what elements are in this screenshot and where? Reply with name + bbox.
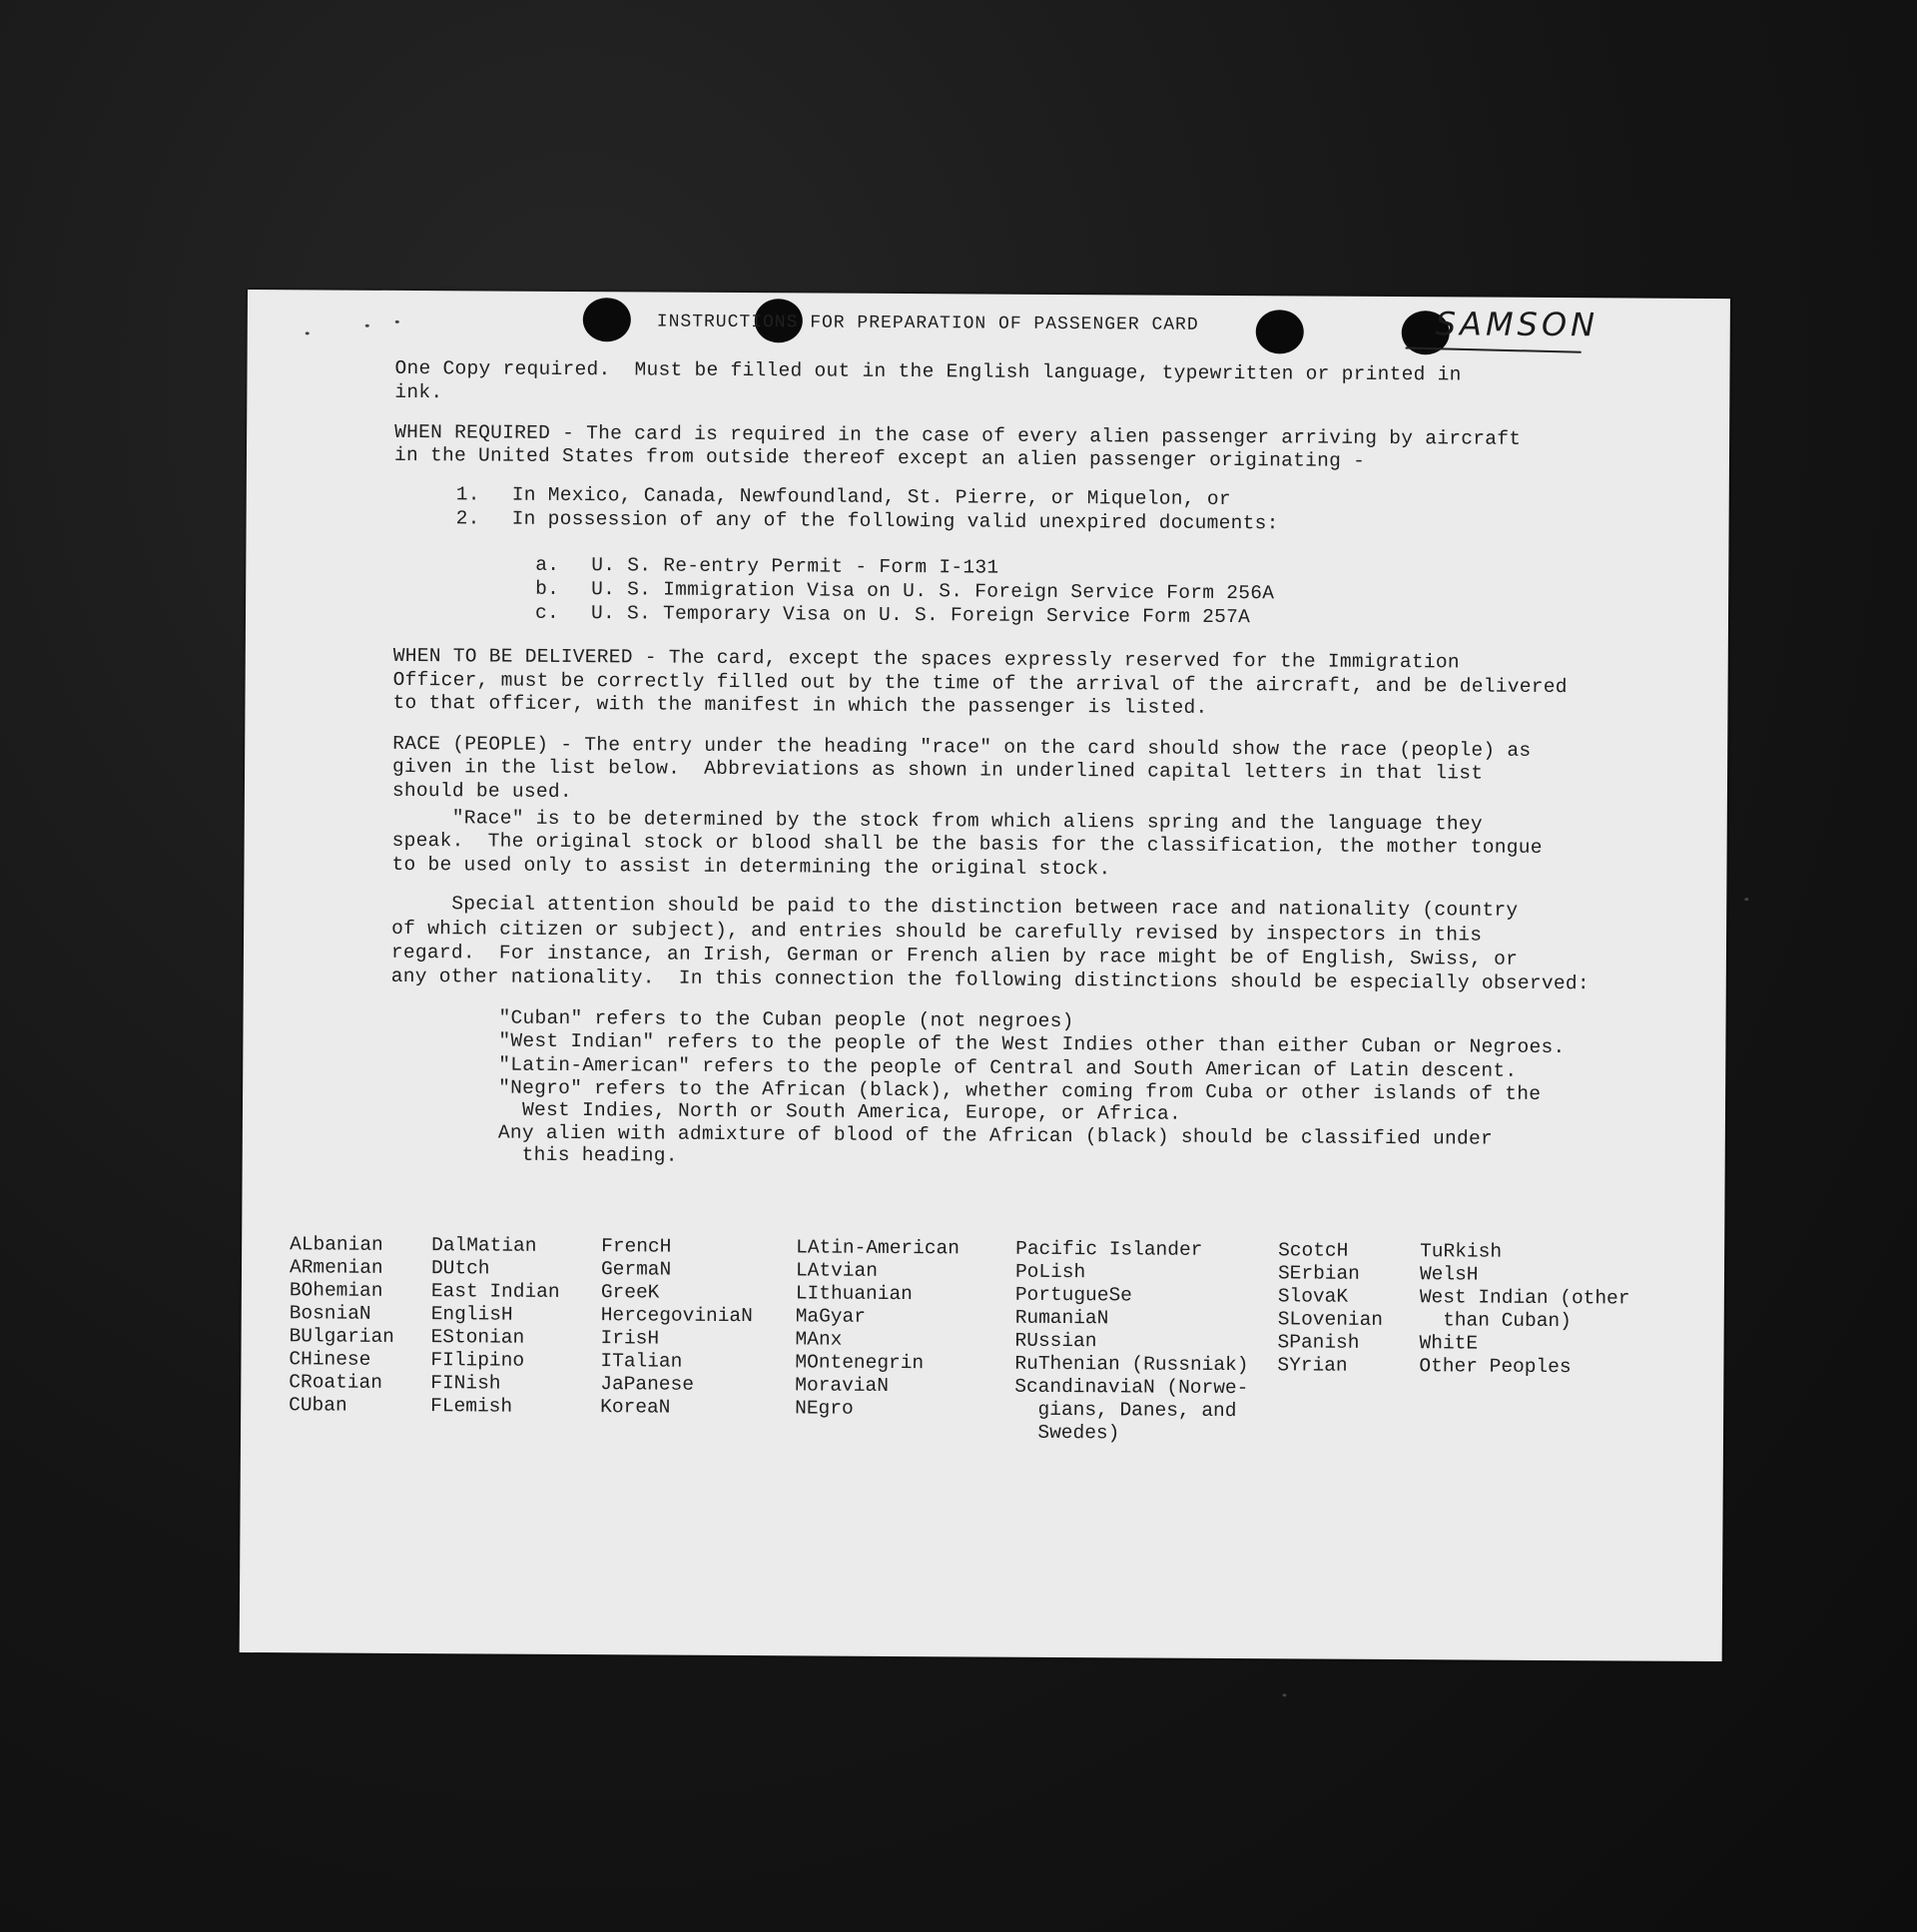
lettered-item-letter: b. xyxy=(535,577,560,600)
distinction-line: this heading. xyxy=(497,1143,678,1167)
race-entry: ALbanian xyxy=(290,1233,383,1256)
special-attention-line: of which citizen or subject), and entries should be carefully revised by inspectors in this xyxy=(391,917,1483,947)
special-attention-line: regard. For instance, an Irish, German or French alien by race might be of English, Swiss, or xyxy=(390,941,1519,970)
race-entry: BOhemian xyxy=(289,1279,383,1302)
race-entry: RuThenian (Russniak) xyxy=(1014,1352,1249,1377)
race-entry: JaPanese xyxy=(600,1373,695,1396)
race-entry: KoreaN xyxy=(600,1396,671,1419)
race-entry: MaGyar xyxy=(795,1305,867,1328)
race-entry: GermaN xyxy=(600,1258,672,1281)
numbered-item-text: In Mexico, Canada, Newfoundland, St. Pierre, or Miquelon, or xyxy=(511,483,1231,511)
numbered-item-text: In possession of any of the following valid unexpired documents: xyxy=(511,507,1279,535)
race-entry: CUban xyxy=(289,1394,347,1417)
lettered-item-text: U. S. Temporary Visa on U. S. Foreign Service Form 257A xyxy=(590,602,1251,629)
punch-hole xyxy=(583,298,631,341)
race-entry: Swedes) xyxy=(1013,1421,1120,1445)
lettered-item-text: U. S. Re-entry Permit - Form I-131 xyxy=(591,554,999,579)
race-people-line: should be used. xyxy=(391,779,573,803)
distinction-line: West Indies, North or South America, Europe, or Africa. xyxy=(497,1098,1182,1125)
document-title: INSTRUCTIONS FOR PREPARATION OF PASSENGER CARD xyxy=(656,312,1199,335)
race-entry: MoraviaN xyxy=(795,1374,889,1397)
race-entry: WelsH xyxy=(1419,1263,1479,1286)
special-attention-line: any other nationality. In this connection the following distinctions should be especially observed: xyxy=(390,965,1591,995)
race-entry: MAnx xyxy=(795,1328,843,1351)
race-entry: NEgro xyxy=(795,1397,854,1420)
passenger-card-instructions-sheet xyxy=(240,290,1730,1661)
race-entry: CRoatian xyxy=(289,1371,383,1394)
distinction-line: "Latin-American" refers to the people of Central and South American of Latin descent. xyxy=(498,1053,1518,1082)
race-entry: EStonian xyxy=(430,1326,525,1349)
race-entry: ITalian xyxy=(600,1350,683,1373)
race-entry: ScandinaviaN (Norwe- xyxy=(1014,1375,1249,1400)
race-entry: gians, Danes, and xyxy=(1014,1398,1237,1423)
race-entry: WhitE xyxy=(1419,1332,1479,1355)
race-entry: ScotcH xyxy=(1278,1239,1349,1262)
race-list-column xyxy=(795,1236,959,1421)
race-list-column xyxy=(430,1234,560,1419)
race-entry: TuRkish xyxy=(1420,1240,1503,1263)
intro-line: One Copy required. Must be filled out in the English language, typewritten or printed in xyxy=(394,356,1462,386)
race-list-column xyxy=(1277,1239,1383,1378)
race-entry: MOntenegrin xyxy=(795,1351,925,1375)
race-entry: LAtin-American xyxy=(796,1236,960,1260)
when-required-line: WHEN REQUIRED - The card is required in the case of every alien passenger arriving by aircraft xyxy=(394,420,1522,450)
race-determined-line: speak. The original stock or blood shall be the basis for the classification, the mother tongue xyxy=(391,829,1543,859)
race-entry: LIthuanian xyxy=(795,1282,913,1306)
lettered-item-letter: a. xyxy=(535,553,560,576)
race-entry: RUssian xyxy=(1014,1329,1097,1353)
race-entry: BUlgarian xyxy=(289,1325,394,1348)
race-entry: ARmenian xyxy=(289,1256,383,1279)
special-attention-line: Special attention should be paid to the distinction between race and nationality (country xyxy=(391,892,1519,922)
race-entry: FINish xyxy=(430,1372,501,1395)
race-entry: PortugueSe xyxy=(1014,1283,1132,1307)
when-required-line: in the United States from outside thereof except an alien passenger originating - xyxy=(393,443,1366,472)
distinction-line: Any alien with admixture of blood of the African (black) should be classified under xyxy=(497,1121,1494,1150)
race-entry: GreeK xyxy=(600,1281,660,1304)
race-entry: BosniaN xyxy=(289,1302,371,1325)
lettered-item-letter: c. xyxy=(534,601,560,624)
race-entry: FIlipino xyxy=(430,1349,525,1372)
race-entry: than Cuban) xyxy=(1419,1309,1572,1333)
race-list-column xyxy=(1419,1240,1629,1379)
race-entry: SErbian xyxy=(1277,1262,1360,1285)
race-determined-line: to be used only to assist in determining the original stock. xyxy=(391,853,1111,881)
when-delivered-line: Officer, must be correctly filled out by the time of the arrival of the aircraft, and be delivered xyxy=(392,668,1568,699)
race-entry: IrisH xyxy=(600,1327,660,1350)
when-delivered-line: WHEN TO BE DELIVERED - The card, except the spaces expressly reserved for the Immigration xyxy=(392,644,1460,674)
race-list-column xyxy=(600,1235,753,1420)
race-entry: West Indian (other xyxy=(1419,1286,1630,1310)
race-entry: SYrian xyxy=(1277,1354,1348,1377)
punch-hole xyxy=(1256,310,1304,353)
race-entry: FLemish xyxy=(430,1395,513,1418)
race-entry: FrencH xyxy=(601,1235,672,1258)
race-people-line: given in the list below. Abbreviations as shown in underlined capital letters in that list xyxy=(392,755,1484,785)
race-entry: East Indian xyxy=(430,1280,560,1303)
race-entry: LAtvian xyxy=(795,1259,878,1282)
when-delivered-line: to that officer, with the manifest in which the passenger is listed. xyxy=(392,691,1208,719)
handwritten-surname: SAMSON xyxy=(1435,305,1599,344)
distinction-line: "West Indian" refers to the people of the West Indies other than either Cuban or Negroes. xyxy=(498,1029,1566,1059)
distinction-line: "Negro" refers to the African (black), whether coming from Cuba or other islands of the xyxy=(498,1076,1542,1105)
race-list-column xyxy=(1014,1238,1249,1446)
race-people-line: RACE (PEOPLE) - The entry under the heading "race" on the card should show the race (people) as xyxy=(392,732,1532,762)
race-entry: SPanish xyxy=(1277,1331,1360,1354)
lettered-item-text: U. S. Immigration Visa on U. S. Foreign Service Form 256A xyxy=(591,578,1275,605)
race-entry: CHinese xyxy=(289,1348,371,1371)
race-entry: RumaniaN xyxy=(1014,1306,1109,1330)
race-entry: PoLish xyxy=(1014,1260,1086,1284)
race-entry: Pacific Islander xyxy=(1015,1237,1203,1261)
race-determined-line: "Race" is to be determined by the stock from which aliens spring and the language they xyxy=(391,806,1484,836)
intro-line: ink. xyxy=(394,380,443,404)
distinction-line: "Cuban" refers to the Cuban people (not negroes) xyxy=(498,1006,1074,1033)
numbered-item-number: 1. xyxy=(455,483,480,506)
numbered-item-number: 2. xyxy=(455,507,480,530)
race-entry: EnglisH xyxy=(430,1303,513,1326)
race-entry: SLovenian xyxy=(1277,1308,1384,1331)
race-entry: DalMatian xyxy=(431,1234,537,1257)
race-entry: SlovaK xyxy=(1277,1285,1349,1308)
race-entry: Other Peoples xyxy=(1419,1355,1572,1379)
race-entry: DUtch xyxy=(430,1257,490,1280)
race-entry: HercegoviniaN xyxy=(600,1304,753,1328)
race-list-column xyxy=(289,1233,394,1418)
